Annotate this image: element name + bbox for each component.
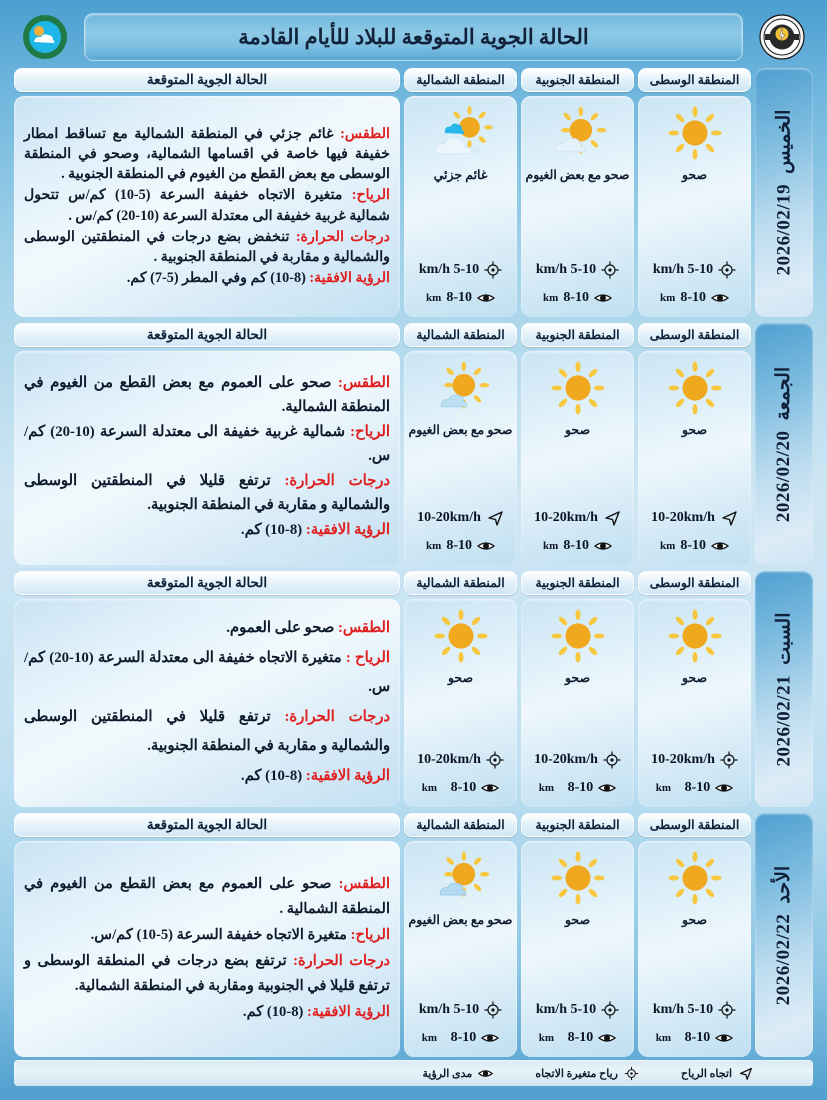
visibility-unit: km <box>660 540 676 552</box>
eye-icon <box>598 779 616 797</box>
eye-icon <box>478 1066 493 1081</box>
visibility-value: 8-10 <box>450 1030 477 1045</box>
wind-arrow-icon <box>486 509 504 527</box>
forecast-text-body <box>14 841 400 1057</box>
eye-icon <box>594 289 612 307</box>
wind-text: متغيرة الاتجاه خفيفة السرعة (5-10) كم/س. <box>90 926 351 943</box>
region-column-south[interactable] <box>521 813 634 1057</box>
wind-value: 10-20km/h <box>417 510 481 525</box>
compass-icon <box>601 1001 619 1019</box>
weather-paragraph <box>24 614 390 643</box>
condition-text: صحو مع بعض الغيوم <box>408 423 513 437</box>
sun-icon <box>666 357 724 419</box>
wind-metric <box>417 509 504 527</box>
visibility-paragraph <box>24 1000 390 1025</box>
wind-value: 10-20km/h <box>534 752 598 767</box>
compass-icon <box>718 261 736 279</box>
visibility-unit: km <box>660 292 676 304</box>
forecast-header: الحالة الجوية المتوقعة <box>14 68 400 92</box>
visibility-unit: km <box>655 782 672 794</box>
sun-cloud-badge-icon <box>22 14 68 60</box>
sun-cloud-rain-icon <box>428 847 494 909</box>
visibility-value: 8-10 <box>450 780 477 795</box>
wind-arrow-icon <box>738 1066 753 1081</box>
wind-label: الرياح: <box>351 187 390 204</box>
weather-text: صحو على العموم. <box>226 620 338 637</box>
region-header-south: المنطقة الجنوبية <box>521 571 634 595</box>
eye-icon <box>715 1029 733 1047</box>
visibility-label: الرؤية الافقية: <box>307 1004 390 1021</box>
weather-text: صحو على العموم مع بعض القطع من الغيوم في المنطقة الشمالية . <box>24 875 390 917</box>
wind-value: 10-20km/h <box>651 752 715 767</box>
visibility-metric <box>539 1029 616 1047</box>
legend-item-visibility <box>423 1066 494 1081</box>
date-strip <box>755 571 813 807</box>
compass-icon <box>601 261 619 279</box>
wind-value: 5-10 km/h <box>418 1002 480 1017</box>
condition-text: صحو <box>681 168 708 182</box>
wind-value: 10-20km/h <box>417 752 481 767</box>
day-date: 2026/02/21 <box>772 674 794 766</box>
day-name: الجمعة <box>773 366 795 421</box>
region-column-north[interactable] <box>404 813 517 1057</box>
visibility-value: 8-10 <box>446 290 472 305</box>
visibility-value: 8-10 <box>563 538 589 553</box>
wind-arrow-icon <box>603 509 621 527</box>
condition-text: صحو <box>681 913 708 927</box>
visibility-value: 8-10 <box>680 538 706 553</box>
region-body-central <box>638 351 751 565</box>
sun-icon <box>549 847 607 909</box>
forecast-row <box>14 571 813 807</box>
wind-value: 5-10 km/h <box>418 262 480 277</box>
wind-value: 10-20km/h <box>534 510 598 525</box>
sun-icon <box>666 847 724 909</box>
visibility-value: 8-10 <box>567 780 594 795</box>
condition-text: صحو مع بعض الغيوم <box>525 168 630 182</box>
wind-arrow-icon <box>720 509 738 527</box>
region-header-central: المنطقة الوسطى <box>638 323 751 347</box>
condition-text: صحو مع بعض الغيوم <box>408 913 513 927</box>
condition-text: صحو <box>564 913 591 927</box>
region-body-central <box>638 841 751 1057</box>
forecast-header: الحالة الجوية المتوقعة <box>14 813 400 837</box>
forecast-text-column <box>14 813 400 1057</box>
temp-label: درجات الحرارة: <box>293 953 391 969</box>
compass-icon <box>718 1001 736 1019</box>
visibility-metric <box>422 1029 499 1047</box>
visibility-metric <box>656 1029 733 1047</box>
page-title-text: الحالة الجوية المتوقعة للبلاد للأيام القادمة <box>238 24 589 49</box>
sun-icon <box>666 102 724 164</box>
eye-icon <box>711 537 729 555</box>
visibility-metric <box>539 779 616 797</box>
weather-paragraph <box>24 124 390 184</box>
region-column-north[interactable] <box>404 323 517 565</box>
visibility-metric <box>422 779 499 797</box>
eye-icon <box>711 289 729 307</box>
condition-text: صحو <box>447 671 474 685</box>
region-column-central[interactable] <box>638 813 751 1057</box>
wind-metric <box>534 509 621 527</box>
wind-metric <box>651 509 738 527</box>
visibility-unit: km <box>543 540 559 552</box>
condition-text: صحو <box>681 423 708 437</box>
region-header-south: المنطقة الجنوبية <box>521 323 634 347</box>
forecast-header: الحالة الجوية المتوقعة <box>14 323 400 347</box>
compass-icon <box>484 1001 502 1019</box>
eye-icon <box>715 779 733 797</box>
visibility-label: الرؤية الافقية: <box>305 767 390 784</box>
visibility-metric <box>660 537 729 555</box>
eye-icon <box>594 537 612 555</box>
day-date: 2026/02/20 <box>772 430 794 522</box>
wind-label: الرياح: <box>350 926 390 943</box>
legend-label: اتجاه الرياح <box>680 1067 732 1080</box>
date-strip <box>755 813 813 1057</box>
temp-paragraph <box>24 703 390 761</box>
visibility-unit: km <box>426 292 442 304</box>
region-body-south <box>521 599 634 807</box>
eye-icon <box>477 289 495 307</box>
region-header-north: المنطقة الشمالية <box>404 323 517 347</box>
day-date: 2026/02/22 <box>773 913 794 1005</box>
visibility-value: 8-10 <box>684 780 711 795</box>
weather-paragraph <box>24 872 390 922</box>
legend-item-variable-wind <box>535 1066 639 1081</box>
sun-icon <box>549 605 607 667</box>
wind-metric <box>419 261 502 279</box>
forecast-text-column <box>14 323 400 565</box>
condition-text: صحو <box>564 423 591 437</box>
region-header-central: المنطقة الوسطى <box>638 813 751 837</box>
region-header-central: المنطقة الوسطى <box>638 571 751 595</box>
day-name: السبت <box>773 612 795 665</box>
forecast-text-body <box>14 96 400 317</box>
weather-text: غائم جزئي في المنطقة الشمالية مع تساقط امطار خفيفة فيها خاصة في اقسامها الشمالية، وصحو في المنطقة الوسطى مع بعض القطع من الغيوم في المنطقة الجنوبية . <box>24 125 390 183</box>
visibility-metric <box>426 537 495 555</box>
wind-metric <box>419 1001 502 1019</box>
weather-label: الطقس: <box>338 875 390 892</box>
wind-text: متغيرة الاتجاه خفيفة السرعة (5-10) كم/س تتحول شمالية غربية خفيفة الى معتدلة السرعة (10-20) كم/س . <box>24 187 390 224</box>
visibility-unit: km <box>543 292 559 304</box>
temp-label: درجات الحرارة: <box>295 228 390 245</box>
compass-icon <box>624 1066 639 1081</box>
region-body-south <box>521 351 634 565</box>
temp-paragraph <box>24 470 390 518</box>
legend-item-wind-direction <box>681 1066 753 1081</box>
wind-label: الرياح : <box>345 650 390 667</box>
wind-metric <box>534 751 621 769</box>
visibility-value: 8-10 <box>567 1030 594 1045</box>
visibility-text: (8-10) كم. <box>240 521 306 538</box>
visibility-paragraph <box>24 762 390 791</box>
date-strip <box>755 323 813 565</box>
forecast-text-body <box>14 599 400 807</box>
region-column-south[interactable] <box>521 323 634 565</box>
wind-value: 5-10 km/h <box>652 1002 714 1017</box>
sun-icon <box>666 605 724 667</box>
weather-label: الطقس: <box>337 620 390 637</box>
forecast-text-body <box>14 351 400 565</box>
region-body-central <box>638 599 751 807</box>
region-column-central[interactable] <box>638 323 751 565</box>
forecast-text-column <box>14 571 400 807</box>
visibility-unit: km <box>421 782 438 794</box>
visibility-paragraph <box>24 519 390 543</box>
page-header <box>0 8 827 66</box>
region-column-central[interactable] <box>638 571 751 807</box>
wind-paragraph <box>24 644 390 702</box>
temp-text: تنخفض بضع درجات في المنطقتين الوسطى والشمالية و مقاربة في المنطقة الجنوبية . <box>24 228 390 265</box>
page-title <box>84 13 743 61</box>
region-body-north <box>404 96 517 317</box>
legend-label: رياح متغيرة الاتجاه <box>535 1067 618 1080</box>
visibility-metric <box>426 289 495 307</box>
wind-paragraph <box>24 421 390 469</box>
temp-paragraph <box>24 227 390 267</box>
date-strip <box>755 68 813 317</box>
wind-metric <box>653 261 736 279</box>
weather-label: الطقس: <box>337 375 390 392</box>
weather-paragraph <box>24 372 390 420</box>
region-column-north[interactable] <box>404 68 517 317</box>
wind-metric <box>653 1001 736 1019</box>
forecast-header: الحالة الجوية المتوقعة <box>14 571 400 595</box>
region-body-central <box>638 96 751 317</box>
wind-paragraph <box>24 923 390 948</box>
sun-behind-cloud-icon <box>547 102 609 164</box>
region-body-north <box>404 841 517 1057</box>
region-header-south: المنطقة الجنوبية <box>521 813 634 837</box>
region-header-north: المنطقة الشمالية <box>404 68 517 92</box>
day-name: الخميس <box>773 109 795 174</box>
wind-text: متغيرة الاتجاه خفيفة الى معتدلة السرعة (10-20) كم/س. <box>24 650 390 696</box>
day-name: الأحد <box>773 865 795 904</box>
wind-paragraph <box>24 185 390 225</box>
temp-label: درجات الحرارة: <box>284 709 390 725</box>
eye-icon <box>598 1029 616 1047</box>
day-date: 2026/02/19 <box>773 183 794 276</box>
eye-icon <box>477 537 495 555</box>
condition-text: غائم جزئي <box>433 168 488 182</box>
region-body-north <box>404 351 517 565</box>
temp-paragraph <box>24 949 390 999</box>
region-header-north: المنطقة الشمالية <box>404 813 517 837</box>
condition-text: صحو <box>564 671 591 685</box>
visibility-text: (8-10) كم. <box>240 767 306 784</box>
forecast-rows <box>0 68 827 1052</box>
temp-text: ترتفع بضع درجات في المنطقة الوسطى و ترتفع قليلا في الجنوبية ومقاربة في المنطقة الشمالية. <box>24 953 390 995</box>
wind-metric <box>417 751 504 769</box>
visibility-unit: km <box>538 1032 555 1044</box>
visibility-metric <box>543 537 612 555</box>
visibility-unit: km <box>421 1032 438 1044</box>
wind-metric <box>536 261 619 279</box>
meteorology-seal-icon <box>759 14 805 60</box>
region-header-south: المنطقة الجنوبية <box>521 68 634 92</box>
eye-icon <box>481 1029 499 1047</box>
eye-icon <box>481 779 499 797</box>
compass-icon <box>486 751 504 769</box>
wind-label: الرياح: <box>350 424 390 441</box>
weather-label: الطقس: <box>340 125 390 142</box>
temp-text: ترتفع قليلا في المنطقتين الوسطى والشمالية و مقاربة في المنطقة الجنوبية. <box>24 709 390 754</box>
visibility-unit: km <box>426 540 442 552</box>
wind-value: 5-10 km/h <box>535 262 597 277</box>
forecast-row <box>14 813 813 1057</box>
region-column-north[interactable] <box>404 571 517 807</box>
condition-text: صحو <box>681 671 708 685</box>
visibility-unit: km <box>538 782 555 794</box>
wind-value: 10-20km/h <box>651 510 715 525</box>
forecast-row <box>14 323 813 565</box>
region-body-north <box>404 599 517 807</box>
wind-value: 5-10 km/h <box>535 1002 597 1017</box>
region-body-south <box>521 96 634 317</box>
temp-text: ترتفع قليلا في المنطقتين الوسطى والشمالية و مقاربة في المنطقة الجنوبية. <box>24 472 390 513</box>
visibility-metric <box>543 289 612 307</box>
footer-legend <box>14 1060 813 1086</box>
visibility-label: الرؤية الافقية: <box>305 521 390 538</box>
sun-icon <box>549 357 607 419</box>
legend-label: مدى الرؤية <box>422 1067 473 1080</box>
region-body-south <box>521 841 634 1057</box>
sun-cloud-rain-icon <box>428 102 494 164</box>
compass-icon <box>603 751 621 769</box>
visibility-value: 8-10 <box>446 538 472 553</box>
weather-text: صحو على العموم مع بعض القطع من الغيوم في المنطقة الشمالية. <box>24 375 390 416</box>
visibility-metric <box>660 289 729 307</box>
region-column-central[interactable] <box>638 68 751 317</box>
forecast-text-column <box>14 68 400 317</box>
wind-metric <box>651 751 738 769</box>
visibility-label: الرؤية الافقية: <box>309 269 390 286</box>
region-column-south[interactable] <box>521 68 634 317</box>
forecast-row <box>14 68 813 317</box>
wind-text: شمالية غربية خفيفة الى معتدلة السرعة (10-20) كم/س. <box>24 424 390 465</box>
visibility-text: (8-10) كم وفي المطر (5-7) كم. <box>126 269 310 286</box>
sun-behind-cloud-icon <box>430 357 492 419</box>
region-header-north: المنطقة الشمالية <box>404 571 517 595</box>
sun-icon <box>432 605 490 667</box>
visibility-metric <box>656 779 733 797</box>
region-column-south[interactable] <box>521 571 634 807</box>
wind-metric <box>536 1001 619 1019</box>
region-header-central: المنطقة الوسطى <box>638 68 751 92</box>
visibility-value: 8-10 <box>684 1030 711 1045</box>
visibility-paragraph <box>24 268 390 288</box>
visibility-value: 8-10 <box>563 290 589 305</box>
visibility-unit: km <box>655 1032 672 1044</box>
visibility-text: (8-10) كم. <box>242 1004 308 1021</box>
temp-label: درجات الحرارة: <box>284 472 390 489</box>
wind-value: 5-10 km/h <box>652 262 714 277</box>
compass-icon <box>720 751 738 769</box>
visibility-value: 8-10 <box>680 290 706 305</box>
compass-icon <box>484 261 502 279</box>
